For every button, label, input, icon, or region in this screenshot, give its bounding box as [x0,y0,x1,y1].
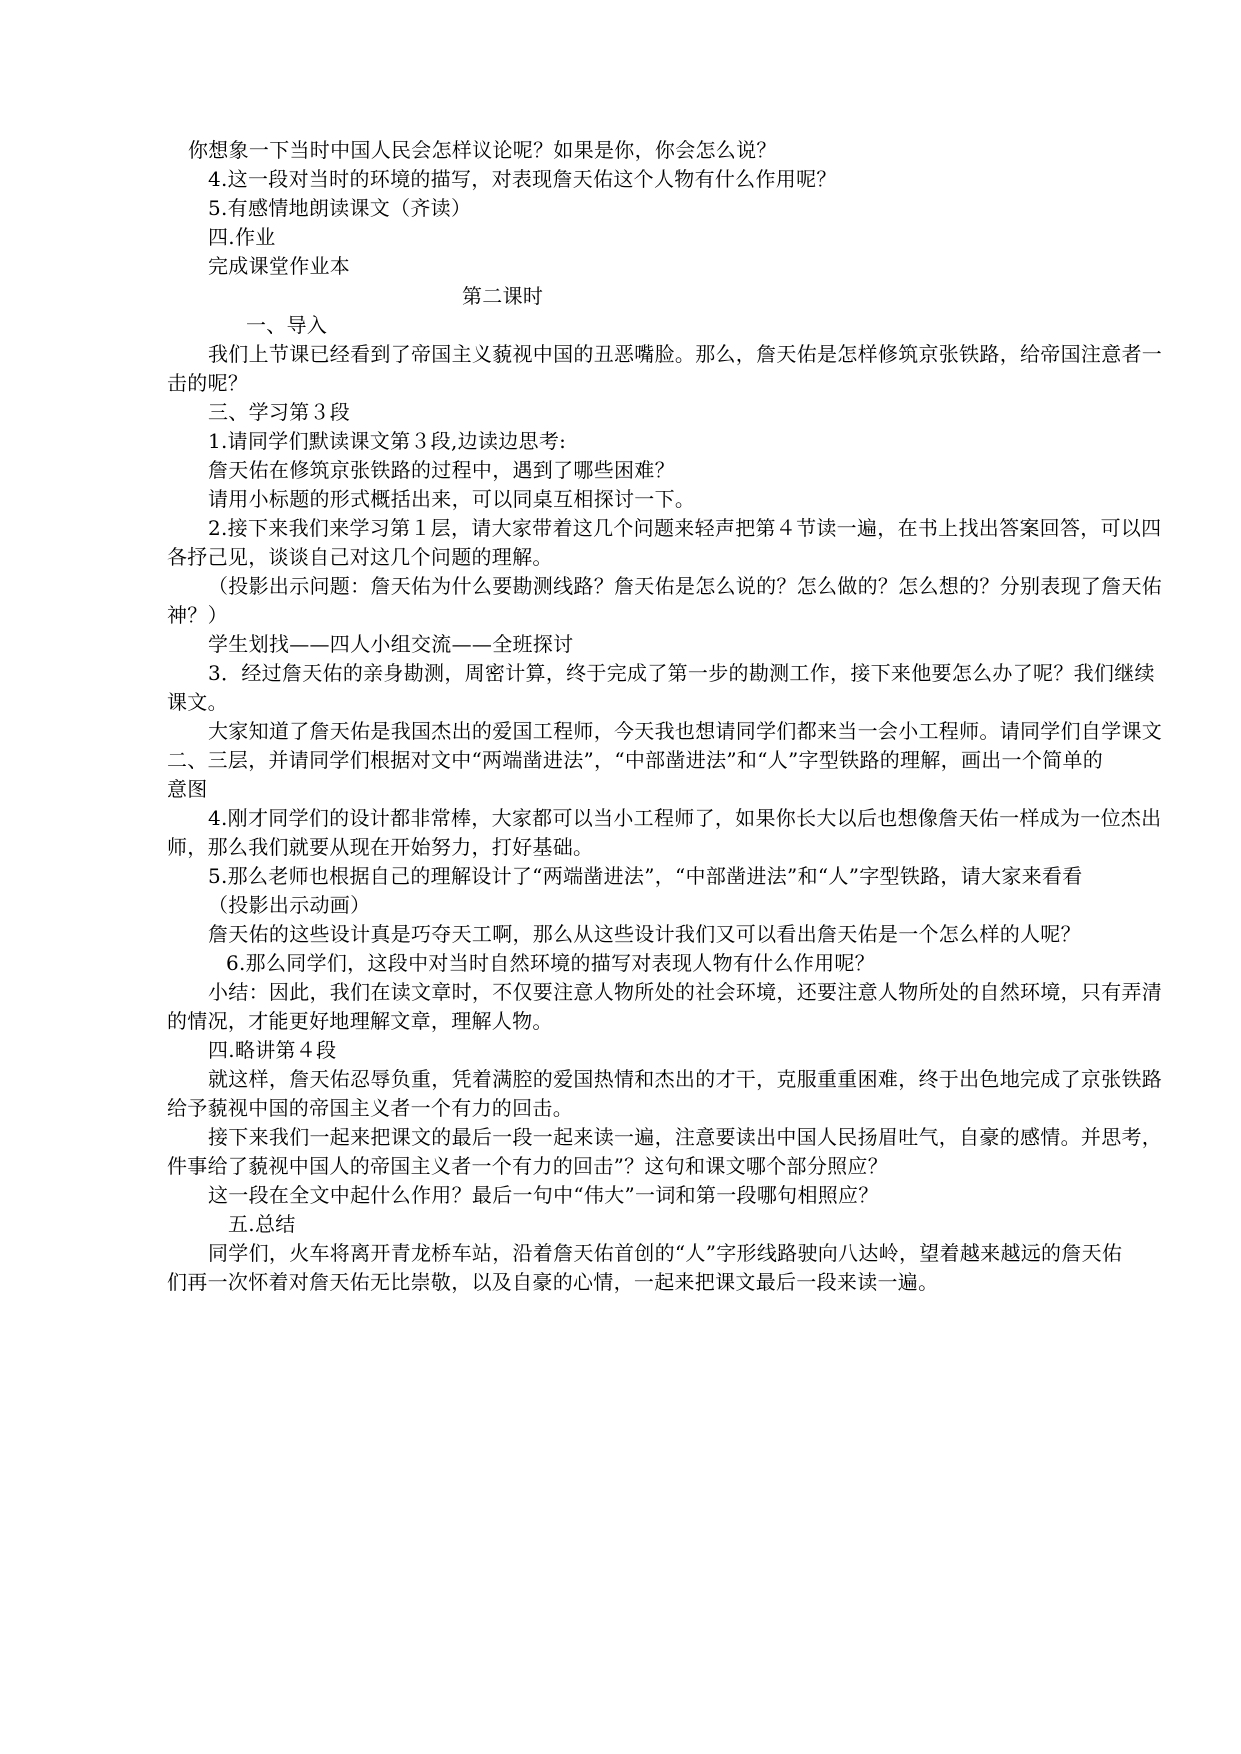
text-line: 同学们，火车将离开青龙桥车站，沿着詹天佑首创的“人”字形线路驶向八达岭，望着越来越远的詹天佑 [208,1241,1123,1265]
text-line: 2.接下来我们来学习第１层，请大家带着这几个问题来轻声把第４节读一遍，在书上找出答案回答，可以四 [208,516,1162,540]
text-line: 就这样，詹天佑忍辱负重，凭着满腔的爱国热情和杰出的才干，克服重重困难，终于出色地完成了京张铁路 [208,1067,1163,1091]
text-line: 你想象一下当时中国人民会怎样议论呢？如果是你，你会怎么说？ [188,138,777,162]
section-heading: 五.总结 [228,1212,296,1236]
text-line: 6.那么同学们，这段中对当时自然环境的描写对表现人物有什么作用呢？ [226,951,875,975]
text-line: （投影出示动画） [208,893,371,917]
text-line: 接下来我们一起来把课文的最后一段一起来读一遍，注意要读出中国人民扬眉吐气，自豪的感情。并思考， [208,1125,1163,1149]
text-line: 神？） [167,603,228,627]
text-line: 3．经过詹天佑的亲身勘测，周密计算，终于完成了第一步的勘测工作，接下来他要怎么办了呢？我们继续 [208,661,1155,685]
text-line: 课文。 [167,690,228,714]
text-line: 这一段在全文中起什么作用？最后一句中“伟大”一词和第一段哪句相照应？ [208,1183,879,1207]
text-line: 的情况，才能更好地理解文章，理解人物。 [167,1009,553,1033]
text-line: （投影出示问题：詹天佑为什么要勘测线路？詹天佑是怎么说的？怎么做的？怎么想的？分别表现了詹天佑 [208,574,1163,598]
text-line: 5.有感情地朗读课文（齐读） [208,196,472,220]
text-line: 各抒己见，谈谈自己对这几个问题的理解。 [167,545,553,569]
section-heading: 四.略讲第４段 [208,1038,337,1062]
text-line: 请用小标题的形式概括出来，可以同桌互相探讨一下。 [208,487,696,511]
text-line: 意图 [167,777,208,801]
text-line: 二、三层，并请同学们根据对文中“两端凿进法”，“中部凿进法”和“人”字型铁路的理解，画出一个简单的 [167,748,1104,772]
text-line: 大家知道了詹天佑是我国杰出的爱国工程师，今天我也想请同学们都来当一会小工程师。请同学们自学课文 [208,719,1163,743]
text-line: 给予藐视中国的帝国主义者一个有力的回击。 [167,1096,573,1120]
text-line: 击的呢？ [167,371,249,395]
section-heading: 三、学习第３段 [208,400,351,424]
text-line: 4.这一段对当时的环境的描写，对表现詹天佑这个人物有什么作用呢？ [208,167,837,191]
text-line: 小结：因此，我们在读文章时，不仅要注意人物所处的社会环境，还要注意人物所处的自然环境，只有弄清 [208,980,1163,1004]
text-line: 完成课堂作业本 [208,254,351,278]
text-line: 学生划找——四人小组交流——全班探讨 [208,632,574,656]
text-line: 4.刚才同学们的设计都非常棒，大家都可以当小工程师了，如果你长大以后也想像詹天佑一样成为一位杰出 [208,806,1162,830]
section-heading: 四.作业 [208,225,276,249]
text-line: 件事给了藐视中国人的帝国主义者一个有力的回击”？这句和课文哪个部分照应？ [167,1154,889,1178]
text-line: 我们上节课已经看到了帝国主义藐视中国的丑恶嘴脸。那么，詹天佑是怎样修筑京张铁路，给帝国注意者一 [208,342,1163,366]
text-line: 1.请同学们默读课文第３段,边读边思考: [208,429,567,453]
lesson-title: 第二课时 [462,284,544,308]
text-line: 5.那么老师也根据自己的理解设计了“两端凿进法”，“中部凿进法”和“人”字型铁路，请大家来看看 [208,864,1083,888]
text-line: 师，那么我们就要从现在开始努力，打好基础。 [167,835,594,859]
section-heading: 一、导入 [246,313,328,337]
text-line: 们再一次怀着对詹天佑无比崇敬，以及自豪的心情，一起来把课文最后一段来读一遍。 [167,1270,939,1294]
text-line: 詹天佑的这些设计真是巧夺天工啊，那么从这些设计我们又可以看出詹天佑是一个怎么样的人呢？ [208,922,1081,946]
text-line: 詹天佑在修筑京张铁路的过程中，遇到了哪些困难？ [208,458,675,482]
